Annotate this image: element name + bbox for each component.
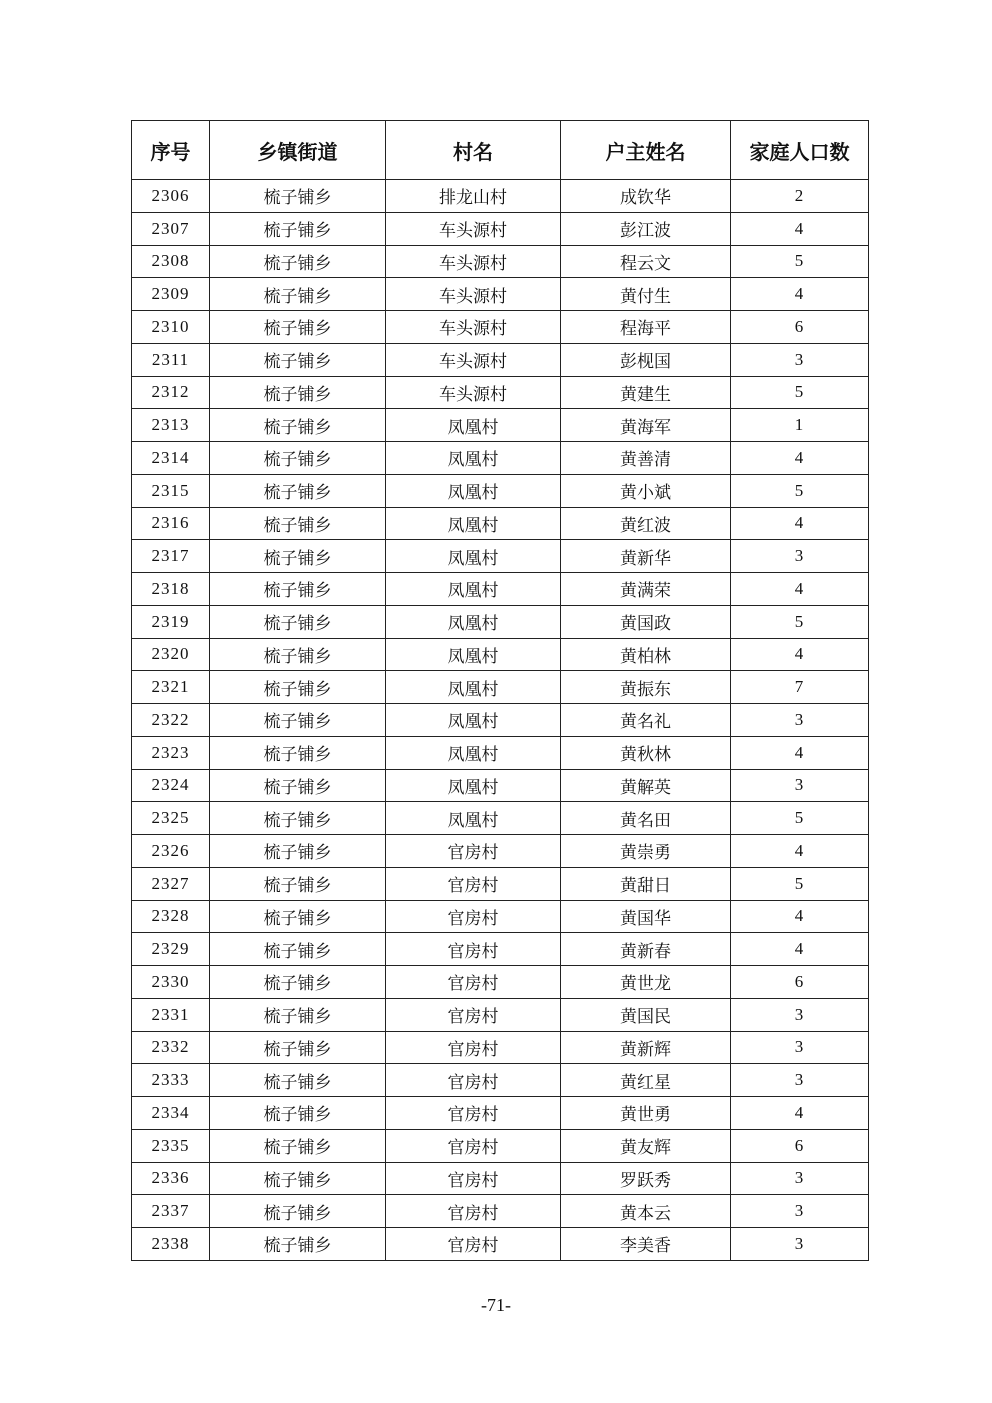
cell-township: 梳子铺乡 bbox=[210, 409, 386, 442]
table-row bbox=[132, 376, 869, 409]
cell-householder: 黄世龙 bbox=[561, 966, 731, 999]
cell-village: 官房村 bbox=[386, 900, 561, 933]
cell-village: 凤凰村 bbox=[386, 507, 561, 540]
cell-serial: 2313 bbox=[132, 409, 210, 442]
cell-township: 梳子铺乡 bbox=[210, 442, 386, 475]
cell-serial: 2311 bbox=[132, 343, 210, 376]
cell-township: 梳子铺乡 bbox=[210, 638, 386, 671]
cell-village: 官房村 bbox=[386, 1195, 561, 1228]
cell-township: 梳子铺乡 bbox=[210, 540, 386, 573]
cell-serial: 2338 bbox=[132, 1228, 210, 1261]
cell-family-size: 4 bbox=[731, 638, 869, 671]
cell-serial: 2335 bbox=[132, 1129, 210, 1162]
cell-family-size: 4 bbox=[731, 278, 869, 311]
cell-village: 官房村 bbox=[386, 1228, 561, 1261]
cell-serial: 2309 bbox=[132, 278, 210, 311]
table-row bbox=[132, 704, 869, 737]
cell-family-size: 3 bbox=[731, 1162, 869, 1195]
cell-householder: 黄柏林 bbox=[561, 638, 731, 671]
cell-serial: 2329 bbox=[132, 933, 210, 966]
cell-township: 梳子铺乡 bbox=[210, 1064, 386, 1097]
cell-family-size: 3 bbox=[731, 769, 869, 802]
cell-township: 梳子铺乡 bbox=[210, 245, 386, 278]
cell-householder: 黄解英 bbox=[561, 769, 731, 802]
cell-family-size: 5 bbox=[731, 802, 869, 835]
table-row bbox=[132, 1195, 869, 1228]
cell-family-size: 2 bbox=[731, 180, 869, 213]
table-row bbox=[132, 835, 869, 868]
table-row bbox=[132, 605, 869, 638]
cell-village: 官房村 bbox=[386, 1097, 561, 1130]
cell-serial: 2333 bbox=[132, 1064, 210, 1097]
cell-village: 凤凰村 bbox=[386, 540, 561, 573]
header-township: 乡镇街道 bbox=[210, 121, 386, 180]
cell-householder: 程海平 bbox=[561, 311, 731, 344]
cell-householder: 黄小斌 bbox=[561, 474, 731, 507]
cell-family-size: 4 bbox=[731, 442, 869, 475]
cell-village: 官房村 bbox=[386, 1162, 561, 1195]
cell-serial: 2319 bbox=[132, 605, 210, 638]
table-row bbox=[132, 573, 869, 606]
cell-serial: 2312 bbox=[132, 376, 210, 409]
cell-township: 梳子铺乡 bbox=[210, 212, 386, 245]
cell-family-size: 4 bbox=[731, 933, 869, 966]
cell-township: 梳子铺乡 bbox=[210, 1097, 386, 1130]
cell-serial: 2320 bbox=[132, 638, 210, 671]
cell-family-size: 1 bbox=[731, 409, 869, 442]
cell-householder: 黄秋林 bbox=[561, 736, 731, 769]
cell-family-size: 6 bbox=[731, 311, 869, 344]
header-serial: 序号 bbox=[132, 121, 210, 180]
header-family-size: 家庭人口数 bbox=[731, 121, 869, 180]
cell-family-size: 3 bbox=[731, 1228, 869, 1261]
cell-householder: 黄振东 bbox=[561, 671, 731, 704]
cell-township: 梳子铺乡 bbox=[210, 507, 386, 540]
header-householder: 户主姓名 bbox=[561, 121, 731, 180]
table-row bbox=[132, 474, 869, 507]
table-row bbox=[132, 212, 869, 245]
table-row bbox=[132, 769, 869, 802]
cell-serial: 2307 bbox=[132, 212, 210, 245]
cell-householder: 黄满荣 bbox=[561, 573, 731, 606]
table-row bbox=[132, 1097, 869, 1130]
cell-serial: 2326 bbox=[132, 835, 210, 868]
cell-village: 凤凰村 bbox=[386, 769, 561, 802]
cell-township: 梳子铺乡 bbox=[210, 278, 386, 311]
cell-township: 梳子铺乡 bbox=[210, 704, 386, 737]
table-row bbox=[132, 1031, 869, 1064]
table-row bbox=[132, 671, 869, 704]
cell-householder: 黄新春 bbox=[561, 933, 731, 966]
cell-village: 官房村 bbox=[386, 998, 561, 1031]
cell-township: 梳子铺乡 bbox=[210, 180, 386, 213]
cell-township: 梳子铺乡 bbox=[210, 900, 386, 933]
table-row bbox=[132, 933, 869, 966]
cell-township: 梳子铺乡 bbox=[210, 343, 386, 376]
cell-township: 梳子铺乡 bbox=[210, 966, 386, 999]
cell-village: 官房村 bbox=[386, 966, 561, 999]
cell-township: 梳子铺乡 bbox=[210, 835, 386, 868]
cell-serial: 2310 bbox=[132, 311, 210, 344]
cell-township: 梳子铺乡 bbox=[210, 1162, 386, 1195]
header-village: 村名 bbox=[386, 121, 561, 180]
cell-township: 梳子铺乡 bbox=[210, 474, 386, 507]
cell-family-size: 5 bbox=[731, 867, 869, 900]
cell-family-size: 3 bbox=[731, 704, 869, 737]
table-row bbox=[132, 180, 869, 213]
cell-householder: 黄国政 bbox=[561, 605, 731, 638]
table-body bbox=[132, 180, 869, 1261]
cell-householder: 黄红星 bbox=[561, 1064, 731, 1097]
cell-householder: 黄国华 bbox=[561, 900, 731, 933]
cell-householder: 黄善清 bbox=[561, 442, 731, 475]
cell-serial: 2331 bbox=[132, 998, 210, 1031]
cell-serial: 2321 bbox=[132, 671, 210, 704]
table-row bbox=[132, 540, 869, 573]
cell-family-size: 3 bbox=[731, 1195, 869, 1228]
cell-householder: 成钦华 bbox=[561, 180, 731, 213]
table-row bbox=[132, 442, 869, 475]
cell-township: 梳子铺乡 bbox=[210, 802, 386, 835]
cell-village: 官房村 bbox=[386, 867, 561, 900]
cell-serial: 2318 bbox=[132, 573, 210, 606]
cell-householder: 黄友辉 bbox=[561, 1129, 731, 1162]
cell-family-size: 4 bbox=[731, 573, 869, 606]
cell-serial: 2315 bbox=[132, 474, 210, 507]
household-table bbox=[131, 120, 869, 1261]
cell-householder: 黄新辉 bbox=[561, 1031, 731, 1064]
cell-village: 凤凰村 bbox=[386, 442, 561, 475]
cell-serial: 2334 bbox=[132, 1097, 210, 1130]
cell-householder: 黄名田 bbox=[561, 802, 731, 835]
cell-serial: 2337 bbox=[132, 1195, 210, 1228]
cell-township: 梳子铺乡 bbox=[210, 1195, 386, 1228]
cell-family-size: 5 bbox=[731, 376, 869, 409]
cell-village: 排龙山村 bbox=[386, 180, 561, 213]
cell-village: 官房村 bbox=[386, 933, 561, 966]
cell-village: 车头源村 bbox=[386, 278, 561, 311]
cell-family-size: 3 bbox=[731, 343, 869, 376]
cell-village: 车头源村 bbox=[386, 245, 561, 278]
cell-village: 凤凰村 bbox=[386, 802, 561, 835]
cell-family-size: 3 bbox=[731, 1064, 869, 1097]
cell-householder: 黄本云 bbox=[561, 1195, 731, 1228]
table-row bbox=[132, 802, 869, 835]
table-row bbox=[132, 638, 869, 671]
cell-householder: 黄新华 bbox=[561, 540, 731, 573]
table-row bbox=[132, 1129, 869, 1162]
cell-householder: 黄世勇 bbox=[561, 1097, 731, 1130]
cell-village: 车头源村 bbox=[386, 212, 561, 245]
cell-village: 凤凰村 bbox=[386, 409, 561, 442]
cell-village: 车头源村 bbox=[386, 376, 561, 409]
cell-serial: 2306 bbox=[132, 180, 210, 213]
table-row bbox=[132, 1064, 869, 1097]
cell-township: 梳子铺乡 bbox=[210, 311, 386, 344]
table-row bbox=[132, 343, 869, 376]
cell-village: 车头源村 bbox=[386, 343, 561, 376]
cell-township: 梳子铺乡 bbox=[210, 1031, 386, 1064]
table-row bbox=[132, 736, 869, 769]
cell-village: 凤凰村 bbox=[386, 671, 561, 704]
cell-township: 梳子铺乡 bbox=[210, 867, 386, 900]
cell-village: 官房村 bbox=[386, 1031, 561, 1064]
cell-family-size: 4 bbox=[731, 1097, 869, 1130]
table-row bbox=[132, 311, 869, 344]
cell-serial: 2330 bbox=[132, 966, 210, 999]
cell-township: 梳子铺乡 bbox=[210, 376, 386, 409]
cell-township: 梳子铺乡 bbox=[210, 998, 386, 1031]
cell-serial: 2308 bbox=[132, 245, 210, 278]
cell-township: 梳子铺乡 bbox=[210, 736, 386, 769]
cell-serial: 2324 bbox=[132, 769, 210, 802]
table-row bbox=[132, 278, 869, 311]
cell-township: 梳子铺乡 bbox=[210, 573, 386, 606]
cell-family-size: 5 bbox=[731, 245, 869, 278]
cell-family-size: 5 bbox=[731, 605, 869, 638]
cell-serial: 2323 bbox=[132, 736, 210, 769]
cell-village: 凤凰村 bbox=[386, 638, 561, 671]
table-row bbox=[132, 1162, 869, 1195]
cell-family-size: 7 bbox=[731, 671, 869, 704]
table-row bbox=[132, 900, 869, 933]
cell-serial: 2327 bbox=[132, 867, 210, 900]
cell-village: 官房村 bbox=[386, 1129, 561, 1162]
cell-householder: 黄国民 bbox=[561, 998, 731, 1031]
cell-township: 梳子铺乡 bbox=[210, 605, 386, 638]
cell-family-size: 4 bbox=[731, 736, 869, 769]
cell-village: 官房村 bbox=[386, 1064, 561, 1097]
cell-householder: 李美香 bbox=[561, 1228, 731, 1261]
table-row bbox=[132, 409, 869, 442]
cell-serial: 2322 bbox=[132, 704, 210, 737]
cell-householder: 黄名礼 bbox=[561, 704, 731, 737]
cell-householder: 黄崇勇 bbox=[561, 835, 731, 868]
table-row bbox=[132, 507, 869, 540]
cell-village: 凤凰村 bbox=[386, 573, 561, 606]
cell-family-size: 4 bbox=[731, 900, 869, 933]
table-row bbox=[132, 1228, 869, 1261]
cell-serial: 2317 bbox=[132, 540, 210, 573]
cell-village: 官房村 bbox=[386, 835, 561, 868]
cell-village: 凤凰村 bbox=[386, 474, 561, 507]
table-row bbox=[132, 998, 869, 1031]
cell-township: 梳子铺乡 bbox=[210, 769, 386, 802]
cell-householder: 黄海军 bbox=[561, 409, 731, 442]
cell-family-size: 3 bbox=[731, 540, 869, 573]
cell-householder: 黄红波 bbox=[561, 507, 731, 540]
cell-householder: 黄甜日 bbox=[561, 867, 731, 900]
cell-township: 梳子铺乡 bbox=[210, 671, 386, 704]
cell-serial: 2332 bbox=[132, 1031, 210, 1064]
table-header-row bbox=[132, 121, 869, 180]
cell-serial: 2328 bbox=[132, 900, 210, 933]
cell-township: 梳子铺乡 bbox=[210, 1228, 386, 1261]
cell-serial: 2336 bbox=[132, 1162, 210, 1195]
cell-family-size: 4 bbox=[731, 835, 869, 868]
cell-householder: 彭枧国 bbox=[561, 343, 731, 376]
cell-family-size: 6 bbox=[731, 1129, 869, 1162]
cell-householder: 黄付生 bbox=[561, 278, 731, 311]
cell-family-size: 4 bbox=[731, 212, 869, 245]
table-row bbox=[132, 966, 869, 999]
cell-family-size: 6 bbox=[731, 966, 869, 999]
cell-serial: 2314 bbox=[132, 442, 210, 475]
cell-village: 凤凰村 bbox=[386, 605, 561, 638]
cell-householder: 黄建生 bbox=[561, 376, 731, 409]
cell-householder: 彭江波 bbox=[561, 212, 731, 245]
cell-family-size: 3 bbox=[731, 998, 869, 1031]
table-row bbox=[132, 867, 869, 900]
cell-serial: 2316 bbox=[132, 507, 210, 540]
cell-family-size: 5 bbox=[731, 474, 869, 507]
cell-township: 梳子铺乡 bbox=[210, 1129, 386, 1162]
cell-village: 凤凰村 bbox=[386, 704, 561, 737]
cell-township: 梳子铺乡 bbox=[210, 933, 386, 966]
cell-householder: 罗跃秀 bbox=[561, 1162, 731, 1195]
cell-family-size: 4 bbox=[731, 507, 869, 540]
cell-householder: 程云文 bbox=[561, 245, 731, 278]
cell-village: 凤凰村 bbox=[386, 736, 561, 769]
cell-serial: 2325 bbox=[132, 802, 210, 835]
cell-village: 车头源村 bbox=[386, 311, 561, 344]
page-number: -71- bbox=[481, 1295, 511, 1315]
cell-family-size: 3 bbox=[731, 1031, 869, 1064]
table-row bbox=[132, 245, 869, 278]
